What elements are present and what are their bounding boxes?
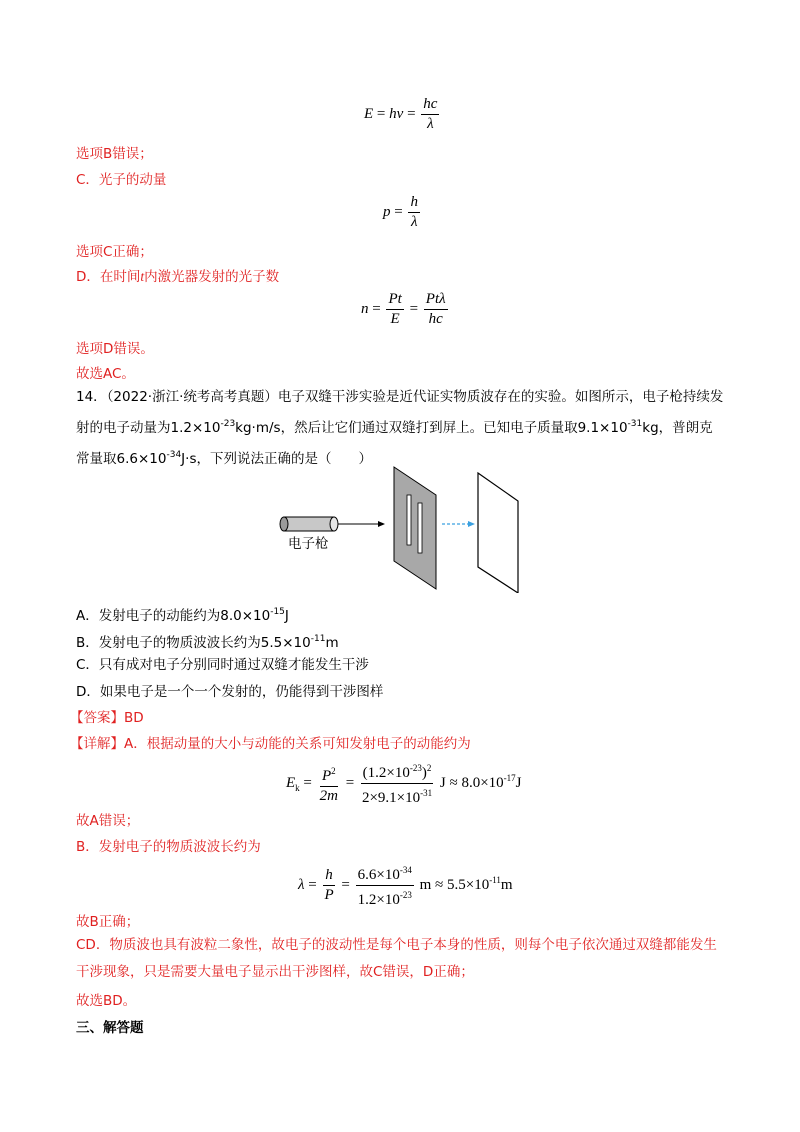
option-a: A．发射电子的动能约为$8.0\times 10^{-15}J$ <box>76 607 289 624</box>
section-heading: 三、解答题 <box>76 1020 144 1036</box>
option-d-heading: D．在时间t内激光器发射的光子数 <box>76 269 280 285</box>
option-b: B．发射电子的物质波波长约为$5.5\times 10^{-11}m$ <box>76 634 339 651</box>
line-option-c-right: 选项C正确； <box>76 244 153 260</box>
formula-photon-count: n = $\frac{Pt}{E}$ = $\frac{\text{Ptλ}}{hc}$ <box>361 291 446 327</box>
double-slit-plate <box>394 467 436 589</box>
electron-gun-icon <box>280 517 338 531</box>
question-14: 14．（2022·浙江·统考高考真题）电子双缝干涉实验是近代证实物质波存在的实验。如图所示，电子枪持续发射的电子动量为$1.2\times 10^{-23}kg\cdot m/s$，然后让它们通过双缝打到屏上。已知电子质量取$9.1\times 10^{-31}kg$，普朗克常量取$6.6\times 10^{-34}J\cdot s$，下列说法正确的是（ ） <box>76 389 724 467</box>
electron-beam-arrow <box>338 521 385 527</box>
formula-wavelength: λ = $\frac{h}{P}$ = $\frac{6.6\times 10^{-34}}{1.2\times 10^{-23}}$ $m \approx 5.5\times 10^{-11}m$ <box>298 862 513 909</box>
line-a-wrong: 故A错误； <box>76 813 140 829</box>
formula-kinetic-energy: $E_k$ = $\frac{P^2}{2m}$ = $\frac{(1.2\times 10^{-23})^2}{2\times 9.1\times 10^{-31}}$ $J \approx 8.0\times 10^{-17}J$ <box>286 760 522 807</box>
line-choose-bd: 故选BD。 <box>76 993 137 1009</box>
electron-gun-label: 电子枪 <box>288 536 329 552</box>
line-option-b-wrong: 选项B错误； <box>76 146 153 162</box>
option-d: D．如果电子是一个一个发射的，仍能得到干涉图样 <box>76 684 384 700</box>
option-c: C．只有成对电子分别同时通过双缝才能发生干涉 <box>76 657 369 673</box>
cd-explanation: CD．物质波也具有波粒二象性，故电子的波动性是每个电子本身的性质，则每个电子依次通过双缝都能发生干涉现象，只是需要大量电子显示出干涉图样，故C错误，D正确； <box>76 937 717 980</box>
detection-screen <box>478 473 518 593</box>
line-b-right: 故B正确； <box>76 914 140 930</box>
detail-line: 【详解】A．根据动量的大小与动能的关系可知发射电子的动能约为 <box>70 736 471 752</box>
line-option-d-wrong: 选项D错误。 <box>76 341 154 357</box>
diffracted-beam-arrow <box>442 521 475 527</box>
option-c-heading: C．光子的动量 <box>76 172 167 188</box>
line-choose-ac: 故选AC。 <box>76 366 135 382</box>
double-slit-diagram <box>270 463 530 593</box>
answer-line: 【答案】BD <box>70 710 144 726</box>
line-b-heading: B．发射电子的物质波波长约为 <box>76 839 261 855</box>
double-slit-figure <box>270 463 530 593</box>
formula-energy: E = hν = $\frac{hc}{\lambda}$ <box>364 96 438 132</box>
formula-momentum: p = $\frac{h}{\lambda}$ <box>383 194 418 230</box>
